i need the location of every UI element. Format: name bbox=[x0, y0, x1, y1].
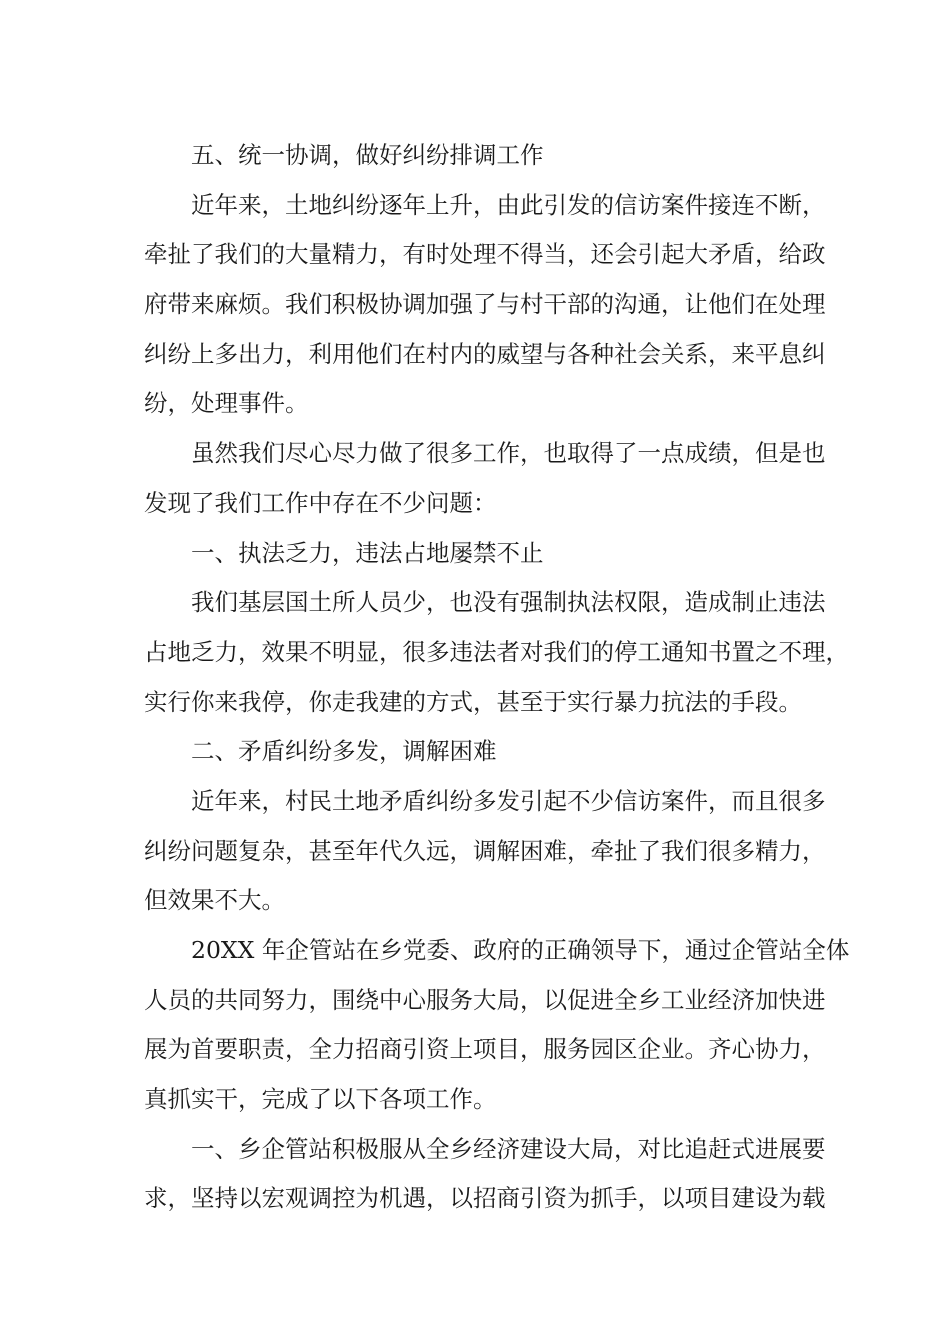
text-line: 占地乏力，效果不明显，很多违法者对我们的停工通知书置之不理， bbox=[144, 637, 849, 666]
text-line: 人员的共同努力，围绕中心服务大局，以促进全乡工业经济加快进 bbox=[144, 985, 826, 1014]
text-line: 但效果不大。 bbox=[144, 886, 285, 915]
text-line: 纷，处理事件。 bbox=[144, 389, 309, 418]
text-line: 近年来，村民土地矛盾纠纷多发引起不少信访案件，而且很多 bbox=[191, 786, 826, 815]
text-line: 真抓实干，完成了以下各项工作。 bbox=[144, 1085, 497, 1114]
text-line: 府带来麻烦。我们积极协调加强了与村干部的沟通，让他们在处理 bbox=[144, 290, 826, 319]
text-line: 近年来，土地纠纷逐年上升，由此引发的信访案件接连不断， bbox=[191, 190, 826, 219]
text-line: 虽然我们尽心尽力做了很多工作，也取得了一点成绩，但是也 bbox=[191, 439, 826, 468]
heading-line: 五、统一协调，做好纠纷排调工作 bbox=[191, 141, 544, 169]
text-line: 20XX 年企管站在乡党委、政府的正确领导下，通过企管站全体 bbox=[191, 936, 850, 964]
text-line: 求，坚持以宏观调控为机遇，以招商引资为抓手，以项目建设为载 bbox=[144, 1184, 826, 1213]
text-line: 一、乡企管站积极服从全乡经济建设大局，对比追赶式进展要 bbox=[191, 1134, 826, 1163]
heading-line: 一、执法乏力，违法占地屡禁不止 bbox=[191, 538, 544, 567]
text-line: 我们基层国土所人员少，也没有强制执法权限，造成制止违法 bbox=[191, 588, 826, 617]
document-body bbox=[144, 131, 850, 1224]
text-line: 纠纷问题复杂，甚至年代久远，调解困难，牵扯了我们很多精力， bbox=[144, 836, 826, 865]
text-line: 发现了我们工作中存在不少问题： bbox=[144, 488, 497, 517]
text-line: 实行你来我停，你走我建的方式，甚至于实行暴力抗法的手段。 bbox=[144, 687, 802, 716]
text-line: 展为首要职责，全力招商引资上项目，服务园区企业。齐心协力， bbox=[144, 1035, 826, 1064]
text-line: 纠纷上多出力，利用他们在村内的威望与各种社会关系，来平息纠 bbox=[144, 339, 826, 368]
text-line: 牵扯了我们的大量精力，有时处理不得当，还会引起大矛盾，给政 bbox=[144, 240, 826, 269]
heading-line: 二、矛盾纠纷多发，调解困难 bbox=[191, 737, 497, 766]
